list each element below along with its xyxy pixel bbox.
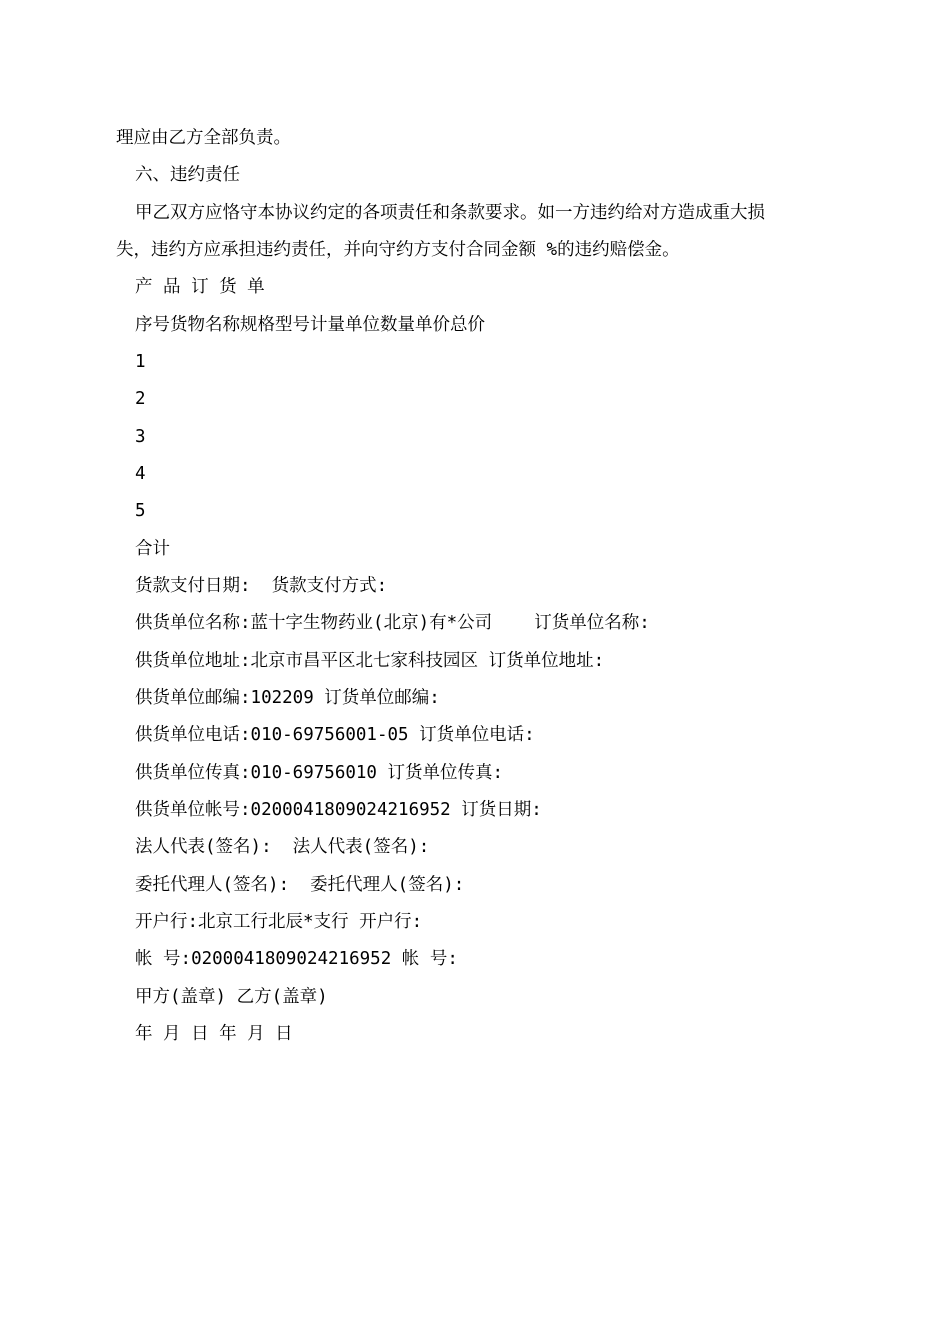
date-line: 年 月 日 年 月 日: [135, 1024, 293, 1044]
account-number-line: 帐 号:0200041809024216952 帐 号:: [135, 949, 458, 969]
text-line-liability-end: 理应由乙方全部负责。: [116, 128, 291, 148]
text-line-breach-1: 甲乙双方应恪守本协议约定的各项责任和条款要求。如一方违约给对方造成重大损: [135, 203, 765, 223]
order-row-number: 2: [135, 389, 146, 409]
bank-line: 开户行:北京工行北辰*支行 开户行:: [135, 912, 423, 932]
legal-rep-line: 法人代表(签名): 法人代表(签名):: [135, 837, 430, 857]
agent-line: 委托代理人(签名): 委托代理人(签名):: [135, 875, 465, 895]
order-row-number: 4: [135, 464, 146, 484]
order-total-label: 合计: [135, 539, 170, 559]
order-table-header: 序号货物名称规格型号计量单位数量单价总价: [135, 315, 485, 335]
supplier-fax-line: 供货单位传真:010-69756010 订货单位传真:: [135, 763, 504, 783]
supplier-phone-line: 供货单位电话:010-69756001-05 订货单位电话:: [135, 725, 535, 745]
seal-line: 甲方(盖章) 乙方(盖章): [135, 987, 328, 1007]
order-form-title: 产 品 订 货 单: [135, 277, 265, 297]
supplier-address-line: 供货单位地址:北京市昌平区北七家科技园区 订货单位地址:: [135, 651, 605, 671]
supplier-account-line: 供货单位帐号:0200041809024216952 订货日期:: [135, 800, 542, 820]
text-line-breach-2: 失，违约方应承担违约责任，并向守约方支付合同金额 %的违约赔偿金。: [116, 240, 680, 260]
supplier-name-line: 供货单位名称:蓝十字生物药业(北京)有*公司 订货单位名称:: [135, 613, 650, 633]
payment-info-line: 货款支付日期: 货款支付方式:: [135, 576, 388, 596]
supplier-postcode-line: 供货单位邮编:102209 订货单位邮编:: [135, 688, 440, 708]
order-row-number: 3: [135, 427, 146, 447]
order-row-number: 5: [135, 501, 146, 521]
section-heading-breach: 六、违约责任: [135, 165, 240, 185]
order-row-number: 1: [135, 352, 146, 372]
